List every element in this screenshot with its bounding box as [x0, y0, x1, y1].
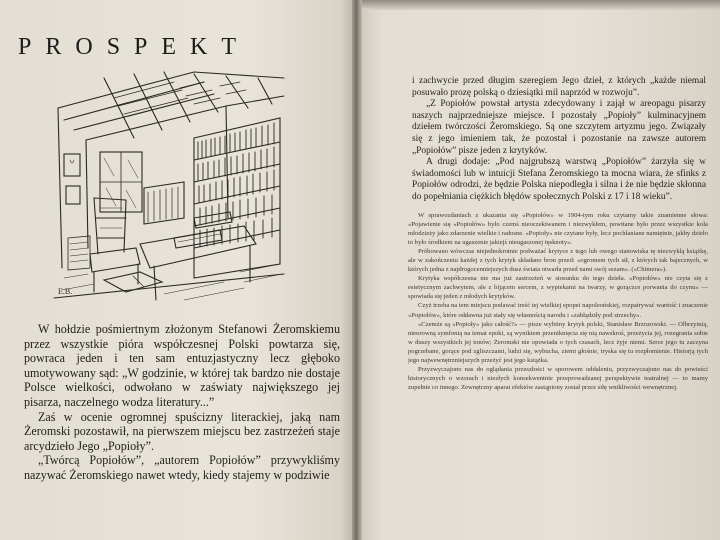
- paragraph: Zaś w ocenie ogromnej spuścizny literackiej, jaką nam Żeromski pozostawił, na pierwszem miejscu bez zastrzeżeń staje arcydzieło Jego „Popioły”.: [24, 409, 340, 453]
- paragraph: „Z Popiołów powstał artysta zdecydowany i zajął w areopagu pisarzy naszych najprzedniejsze miejsce. I pozostały „Popioły” kulminacyjnem dziełem twórczości Żeromskiego. Są one szczytem artyzmu jego. Związały się z jego imieniem tak, że pozostał i pozostanie na zawsze autorem „Popiołów” pisze jeden z krytyków.: [412, 99, 706, 156]
- paragraph: A drugi dodaje: „Pod najgrubszą warstwą „Popiołów” żarzyła się w świadomości lub w intuicji Stefana Żeromskiego ta mocna wiara, że sfinks z Popiołów odrodzi, że będzie Polska niepodległa i silna i że nie będzie skłonna do popełniania ciężkich błędów społecznych Polski z 17 i 18 wieku”.: [412, 157, 706, 202]
- small-paragraph: Czyż trzeba na tem miejscu podawać treść tej wielkiej epopei napoleońskiej, rozpatrywać wartość i znaczenie «Popiołów», które oddawna już stały się własnością narodu i «zabłądziły pod strzechy».: [408, 302, 708, 319]
- book-gutter: [352, 0, 362, 540]
- right-page-small-text: [408, 211, 708, 392]
- right-page-main-text: [412, 76, 706, 204]
- study-room-illustration: [44, 68, 290, 304]
- paragraph: i zachwycie przed długim szeregiem Jego dzieł, z których „każde niemal posuwało prozę polską o dziesiątki mil naprzód w rozwoju”.: [412, 76, 706, 98]
- small-paragraph: Przyzwyczajono nas do oglądania przeszłości w sporowem oddaleniu, przyzwyczajono nas do powieści historycznych o wzorach i niezłych konsekwentnie przeprowadzanej perspektywie teatralnej — to mamy zupełnie co innego. Zewnętrzny aparat efektów zastąpiony został przez siłę wnikliwości wewnętrznej.: [408, 365, 708, 391]
- page-title: PROSPEKT: [18, 34, 251, 60]
- illustration-signature: E.B.: [58, 287, 73, 296]
- paragraph: W hołdzie pośmiertnym złożonym Stefanowi Żeromskiemu przez wszystkie pióra współczesnej Polski powtarza się, powraca jeden i ten sam entuzjastyczny lecz głęboko umotywowany sąd: „W godzinie, w której tak bardzo nie dostaje Polsce wielkości, odwołano w zaświaty największego jej pisarza, naczelnego wodza literatury...”: [24, 322, 340, 409]
- small-paragraph: Krytyka współczesna nie ma już zastrzeżeń w stosunku do tego dzieła. «Popiołów» nie czyta się z estetycznym zachwytem, ale z bijącem sercem, z wypiekami na twarzy, w gorączce porwania do czynu» — spowiada się jeden z młodych krytyków.: [408, 275, 708, 301]
- paragraph: „Twórcą Popiołów”, „autorem Popiołów” przywykliśmy nazywać Żeromskiego nawet wtedy, kiedy stajemy w podziwie: [24, 453, 340, 482]
- small-paragraph: W sprawozdaniach z ukazania się «Popiołów» w 1904-tym roku czytamy takie znamienne słowa: «Pojawienie się «Popiołów» było czemś nieoczekiwanem i niezwykłem, powitane było przez wszystkie koła młodzieży jako zdarzenie wielkie i radosne. «Popioły» nie czytane były, lecz pochłaniane namiętnie, jakby dzieło to było środkiem na ugaszenie jakiejś nieugaszonej tęsknoty».: [408, 212, 708, 247]
- left-page-text: [24, 322, 340, 483]
- page-edge-shadow: [362, 0, 720, 10]
- small-paragraph: «Czemże są «Popioły» jako całość?» — pisze wybitny krytyk polski, Stanisław Brzozowski. — Olbrzymią, nieorowną symfonią na temat epoki, są wynikiem przeniknięcia się nią nawskroś, przeżycia jej, rozegrania sobie w duszy wszystkich jej tonów; Żeromski nie opowiada o tych czasach, lecz żyje niemi. Serce jego tu zaczyna pogrzebane, gorące pod zgliszczami, ludzi się, wybucha, ziemi głośnie, tryska się tu rozpłomienie. Historją tych jego najwewnętrzniejszych przeżyć jest jego książka.: [408, 320, 708, 364]
- small-paragraph: Próbowano wówczas niejednokrotnie podważać krytyce z tego lub owego stanowiska tę niezwykłą książkę, ale w zakończeniu każdej z tych krytyk składano bron przed: «ogromem tych sił, z których tak bajecznych, w których jedna z najdrogocenniejszych dusz świata otwarła przed nami swój sezam». («Chimera»).: [408, 248, 708, 274]
